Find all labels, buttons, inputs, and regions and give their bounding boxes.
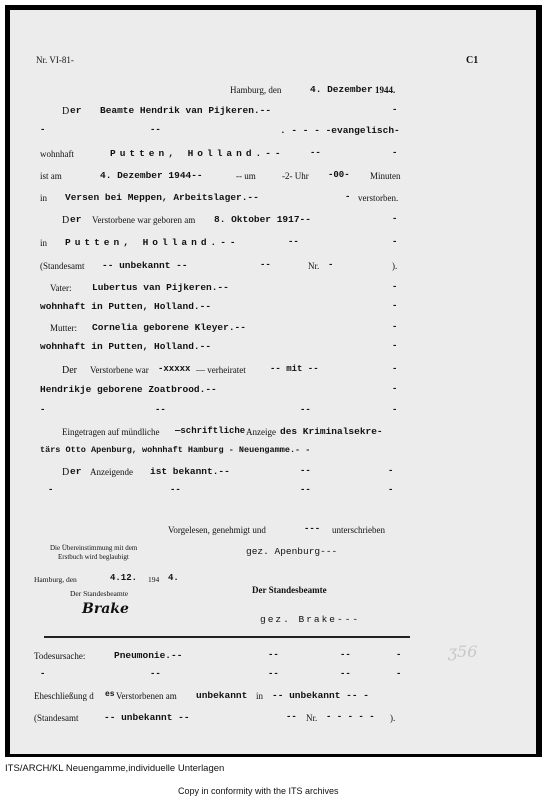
date-day: 4. Dezember [310,84,373,95]
l10-dash: - [392,301,398,311]
l19-dash4: - [388,485,394,495]
sa-label: (Standesamt [34,713,79,723]
marriage-verstorbenen: Verstorbenen am [116,691,177,701]
l8-close: ). [392,261,398,271]
row2-dash5: - [396,669,402,679]
cause-label: Todesursache: [34,651,86,661]
marriage-es: es [105,690,115,699]
l3-residence: Putten, Holland.-- [110,148,285,159]
sa-close: ). [390,713,396,723]
l6-dash: - [392,214,398,224]
l8-standesamt: (Standesamt [40,261,85,271]
faint-background-mark: ʒ56 [448,642,478,661]
l18-label: Anzeigende [90,467,133,477]
marriage-date: unbekannt [196,690,248,701]
l18-dash1: -- [300,466,311,476]
date-prefix: Hamburg, den [230,85,282,95]
l2-religion: . - - - -evangelisch- [280,125,400,136]
l15-dash3: -- [300,405,311,415]
marriage-in: in [256,691,264,701]
l17-informant-detail: tärs Otto Apenburg, wohnhaft Hamburg - Neuengamme.- - [40,445,311,455]
l10-father-residence: wohnhaft in Putten, Holland.-- [40,301,212,312]
l1-deceased-name: Beamte Hendrik van Pijkeren.-- [100,105,272,116]
conformity-line2: Erstbuch wird beglaubigt [58,553,129,561]
date-year: 1944. [375,85,396,95]
cause-value: Pneumonie.-- [114,650,183,661]
l8-dash2: - [328,260,334,270]
l9-dash: - [392,282,398,292]
l18-d: D [62,467,70,478]
l13-dash: - [392,364,398,374]
row2-dash3: -- [268,669,279,679]
certify-year2: 4. [168,573,179,583]
l5-dash: - [345,192,351,202]
l5-place-of-death: Versen bei Meppen, Arbeitslager.-- [65,192,259,203]
l12-dash: - [392,341,398,351]
l4-minuten: Minuten [370,171,401,181]
l7-birthplace: Putten, Holland.-- [65,237,240,248]
certify-place: Hamburg, den [34,575,77,584]
l4-min: -00- [328,170,350,180]
marriage-place: -- unbekannt -- - [272,690,369,701]
l18-dash2: - [388,466,394,476]
l8-unknown: -- unbekannt -- [102,260,188,271]
l6-d: D [62,215,70,226]
cause-dash3: - [396,650,402,660]
l6-born-label: Verstorbene war geboren am [92,215,196,225]
archive-copy-note: Copy in conformity with the ITS archives [178,786,339,796]
row2-dash1: - [40,669,46,679]
registrar-label: Der Standesbeamte [252,585,327,595]
l5-verstorben: verstorben. [358,193,399,203]
l6-birth-date: 8. Oktober 1917-- [214,214,311,225]
l13-label: Verstorbene war [90,365,149,375]
l4-date: 4. Dezember 1944-- [100,170,203,181]
read-approved-label: Vorgelesen, genehmigt und [168,525,266,535]
l13-der: Der [62,365,77,376]
l7-in: in [40,238,48,248]
l3-dash1: -- [310,148,321,158]
row2-dash2: -- [150,669,161,679]
l13-strike: -xxxxx [158,364,191,374]
l11-mother-name: Cornelia geborene Kleyer.-- [92,322,246,333]
l4-hour: -2- Uhr [282,171,309,181]
form-code: C1 [466,55,479,66]
document-paper [10,10,536,754]
marriage-label: Eheschließung d [34,691,94,701]
l1-dash: - [392,105,398,115]
cause-dash1: -- [268,650,279,660]
cause-dash2: -- [340,650,351,660]
certify-registrar-label: Der Standesbeamte [70,589,129,598]
l11-dash: - [392,322,398,332]
signed-label: unterschrieben [332,525,385,535]
l16-informant: des Kriminalsekre- [280,426,383,437]
sa-unknown: -- unbekannt -- [104,712,190,723]
l2-dash2: -- [150,125,161,135]
signature-registrar: gez. Brake--- [260,614,361,625]
l16-anzeige: Anzeige [246,427,276,437]
l15-dash2: -- [155,405,166,415]
register-number: Nr. VI-81- [36,55,74,65]
l7-dash1: -- [288,237,299,247]
conformity-line1: Die Übereinstimmung mit dem [50,544,138,552]
certify-year: 194 [148,575,160,584]
certify-date: 4.12. [110,573,138,583]
l8-nr: Nr. [308,261,320,271]
l13-mit: -- mit -- [270,364,319,374]
row2-dash4: -- [340,669,351,679]
read-fill: --- [304,524,321,534]
sa-dash: -- [286,712,297,722]
l4-um: -- um [236,171,256,181]
l14-spouse: Hendrikje geborene Zoatbrood.-- [40,384,217,395]
sa-nr-fill: - - - - - [326,712,375,722]
l3-dash2: - [392,148,398,158]
l1-er: er [70,105,82,116]
l18-known: ist bekannt.-- [150,466,230,477]
l13-married: — verheiratet [196,365,246,375]
l15-dash4: - [392,405,398,415]
l18-er: er [70,466,82,477]
l14-dash: - [392,384,398,394]
l9-father-label: Vater: [50,283,72,293]
l4-a: ist am [40,171,62,181]
l1-d: D [62,106,70,117]
l16-strike: —schriftliche [175,426,246,436]
l9-father-name: Lubertus van Pijkeren.-- [92,282,229,293]
l7-dash2: - [392,237,398,247]
l6-er: er [70,214,82,225]
archive-source: ITS/ARCH/KL Neuengamme,individuelle Unterlagen [5,763,225,774]
l2-dash1: - [40,125,46,135]
sa-nr: Nr. [306,713,318,723]
l8-dash: -- [260,260,271,270]
l19-dash3: -- [300,485,311,495]
divider-line [44,636,410,638]
l3-label: wohnhaft [40,149,74,159]
l16-label: Eingetragen auf mündliche [62,427,160,437]
l15-dash1: - [40,405,46,415]
l5-in: in [40,193,48,203]
l19-dash1: - [48,485,54,495]
signature-informant: gez. Apenburg--- [246,546,338,557]
l11-mother-label: Mutter: [50,323,77,333]
l19-dash2: -- [170,485,181,495]
l12-mother-residence: wohnhaft in Putten, Holland.-- [40,341,212,352]
handwritten-signature: Brake [82,601,129,617]
